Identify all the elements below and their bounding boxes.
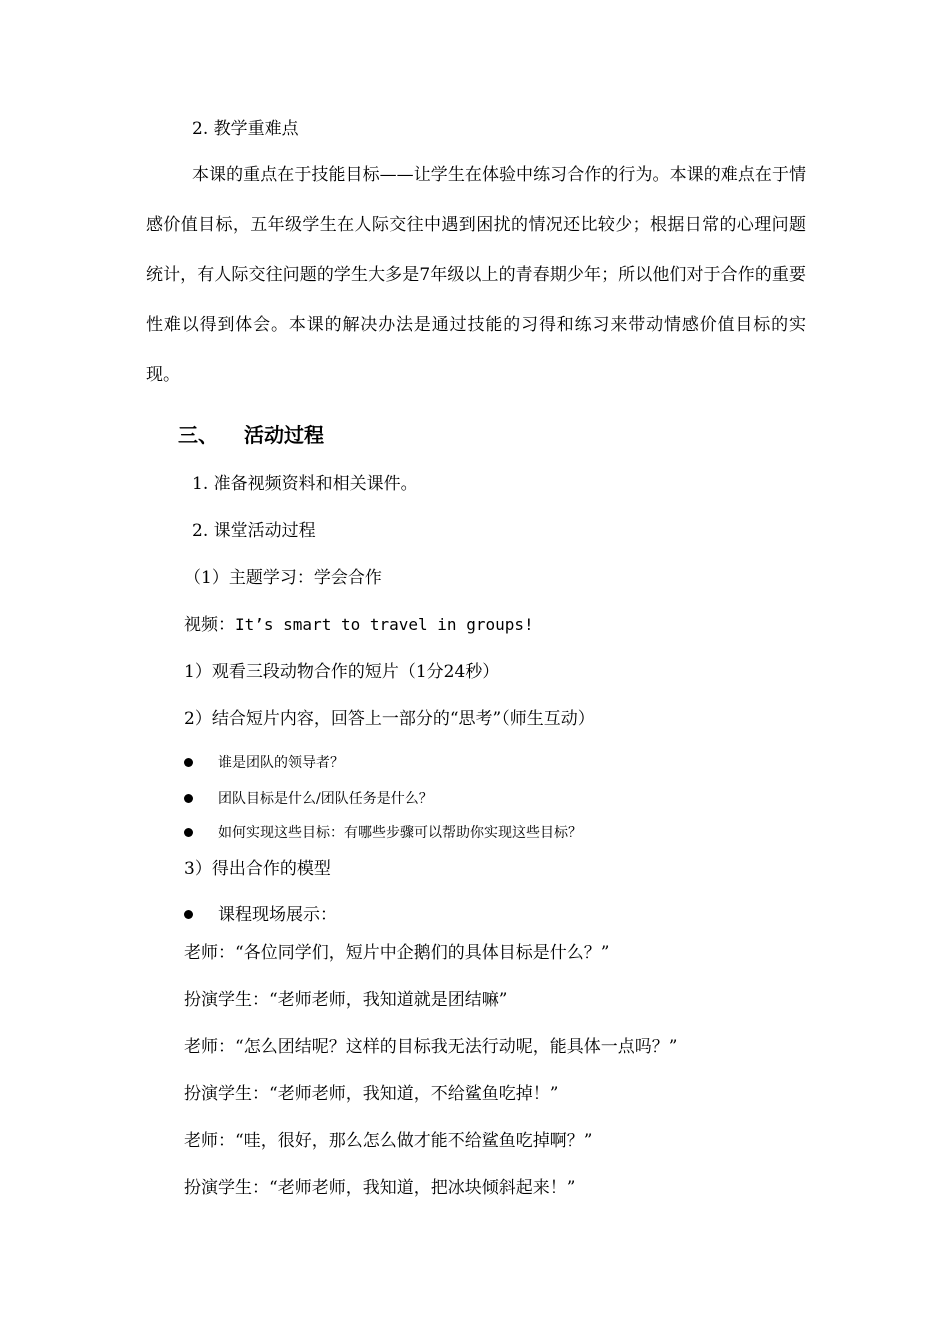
showcase-label: 课程现场展示： — [218, 905, 337, 925]
sub-item-theme-learning: （1）主题学习：学会合作 — [184, 568, 382, 588]
step-answer-questions: 2）结合短片内容，回答上一部分的“思考”（师生互动） — [184, 709, 595, 729]
dialogue-line: 老师：“各位同学们，短片中企鹅们的具体目标是什么？” — [184, 943, 610, 963]
video-label: 视频： — [184, 615, 235, 635]
step-cooperation-model: 3）得出合作的模型 — [184, 859, 331, 879]
question-item: 谁是团队的领导者？ — [218, 755, 344, 771]
item-class-process: 2. 课堂活动过程 — [192, 521, 316, 541]
bullet-icon — [184, 828, 193, 837]
section-heading-title: 活动过程 — [244, 423, 324, 447]
section-heading-activity-process — [178, 422, 324, 448]
section-title-key-points: 2. 教学重难点 — [192, 119, 299, 139]
dialogue-line: 老师：“哇，很好，那么怎么做才能不给鲨鱼吃掉啊？” — [184, 1131, 593, 1151]
bullet-icon — [184, 794, 193, 803]
video-title: It’s smart to travel in groups! — [235, 615, 534, 634]
bullet-icon — [184, 910, 193, 919]
key-points-paragraph: 本课的重点在于技能目标——让学生在体验中练习合作的行为。本课的难点在于情感价值目标，五年级学生在人际交往中遇到困扰的情况还比较少；根据日常的心理问题统计，有人际交往问题的学生大多是7年级以上的青春期少年；所以他们对于合作的重要性难以得到体会。本课的解决办法是通过技能的习得和练习来带动情感价值目标的实现。 — [146, 165, 806, 385]
item-prepare-materials: 1. 准备视频资料和相关课件。 — [192, 474, 418, 494]
video-line — [184, 614, 534, 636]
dialogue-line: 扮演学生：“老师老师，我知道就是团结嘛” — [184, 990, 508, 1010]
bullet-icon — [184, 758, 193, 767]
dialogue-line: 扮演学生：“老师老师，我知道，把冰块倾斜起来！” — [184, 1178, 576, 1198]
dialogue-line: 老师：“怎么团结呢？这样的目标我无法行动呢，能具体一点吗？” — [184, 1037, 678, 1057]
dialogue-line: 扮演学生：“老师老师，我知道，不给鲨鱼吃掉！” — [184, 1084, 559, 1104]
question-item: 如何实现这些目标：有哪些步骤可以帮助你实现这些目标？ — [218, 825, 582, 841]
step-watch-clips: 1）观看三段动物合作的短片（1分24秒） — [184, 662, 500, 682]
section-heading-number: 三、 — [178, 423, 218, 447]
question-item: 团队目标是什么/团队任务是什么？ — [218, 791, 433, 807]
